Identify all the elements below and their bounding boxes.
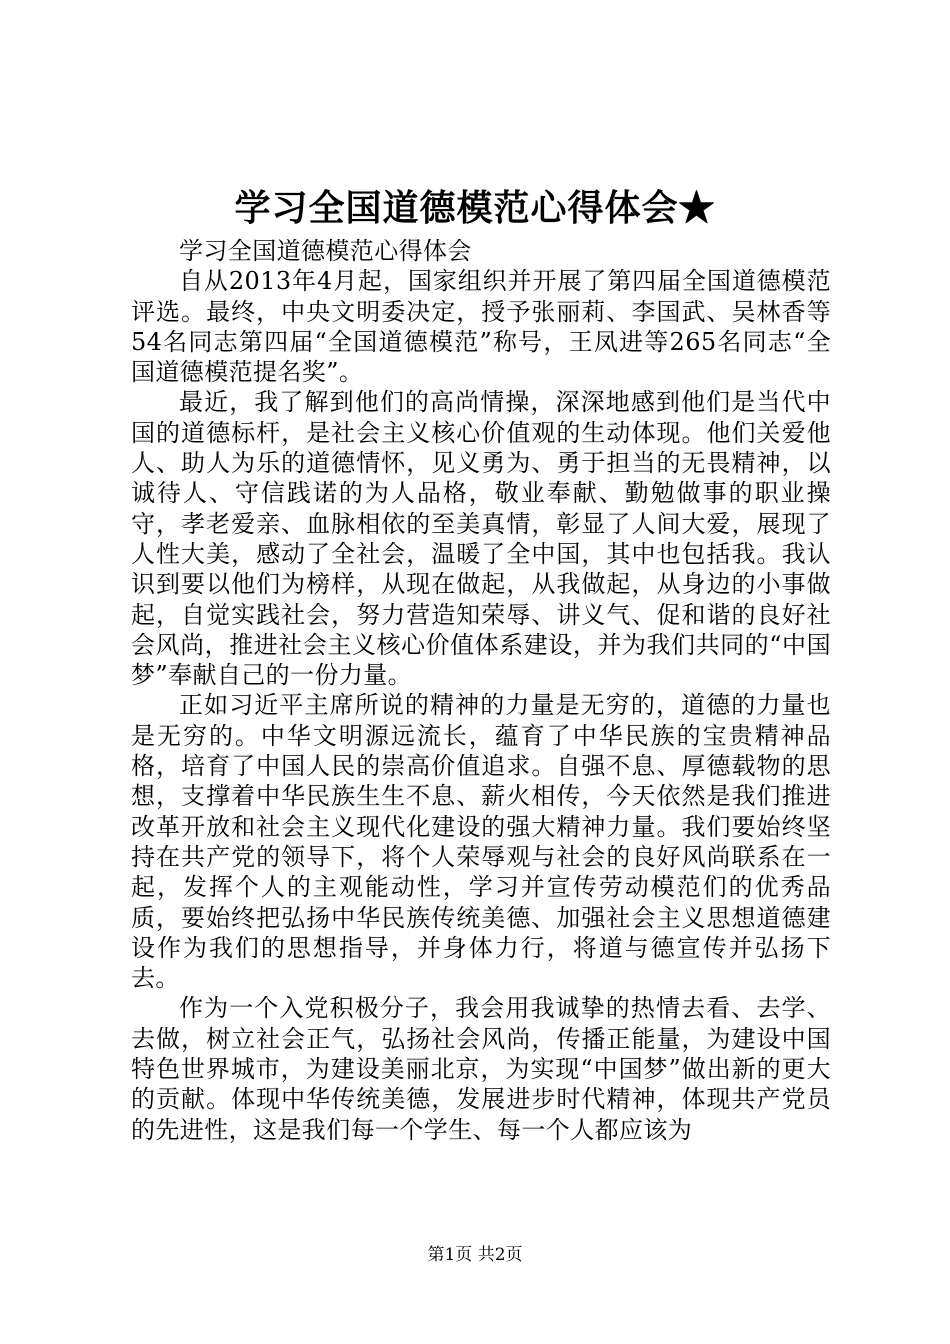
page-title: 学习全国道德模范心得体会★ bbox=[234, 187, 716, 229]
paragraph-4: 作为一个入党积极分子，我会用我诚挚的热情去看、去学、去做，树立社会正气，弘扬社会风尚，传播正能量，为建设中国特色世界城市，为建设美丽北京，为实现“中国梦”做出新的更大的贡献。体现中华传统美德，发展进步时代精神，体现共产党员的先进性，这是我们每一个学生、每一个人都应该为 bbox=[131, 994, 831, 1144]
document-body bbox=[131, 236, 831, 1145]
paragraph-3: 正如习近平主席所说的精神的力量是无穷的，道德的力量也是无穷的。中华文明源远流长，蕴育了中华民族的宝贵精神品格，培育了中国人民的崇高价值追求。自强不息、厚德载物的思想，支撑着中华民族生生不息、薪火相传，今天依然是我们推进改革开放和社会主义现代化建设的强大精神力量。我们要始终坚持在共产党的领导下，将个人荣辱观与社会的良好风尚联系在一起，发挥个人的主观能动性，学习并宣传劳动模范们的优秀品质，要始终把弘扬中华民族传统美德、加强社会主义思想道德建设作为我们的思想指导，并身体力行，将道与德宣传并弘扬下去。 bbox=[131, 691, 831, 993]
subtitle-paragraph: 学习全国道德模范心得体会 bbox=[179, 237, 472, 265]
page-number-footer: 第1页 共2页 bbox=[427, 1245, 523, 1265]
paragraph-1: 自从2013年4月起，国家组织并开展了第四届全国道德模范评选。最终，中央文明委决定，授予张丽莉、李国武、吴林香等54名同志第四届“全国道德模范”称号，王凤进等265名同志“全国道德模范提名奖”。 bbox=[131, 267, 831, 387]
paragraph-2: 最近，我了解到他们的高尚情操，深深地感到他们是当代中国的道德标杆，是社会主义核心价值观的生动体现。他们关爱他人、助人为乐的道德情怀，见义勇为、勇于担当的无畏精神，以诚待人、守信践诺的为人品格，敬业奉献、勤勉做事的职业操守，孝老爱亲、血脉相依的至美真情，彰显了人间大爱，展现了人性大美，感动了全社会，温暖了全中国，其中也包括我。我认识到要以他们为榜样，从现在做起，从我做起，从身边的小事做起，自觉实践社会，努力营造知荣辱、讲义气、促和谐的良好社会风尚，推进社会主义核心价值体系建设，并为我们共同的“中国梦”奉献自己的一份力量。 bbox=[131, 388, 831, 690]
